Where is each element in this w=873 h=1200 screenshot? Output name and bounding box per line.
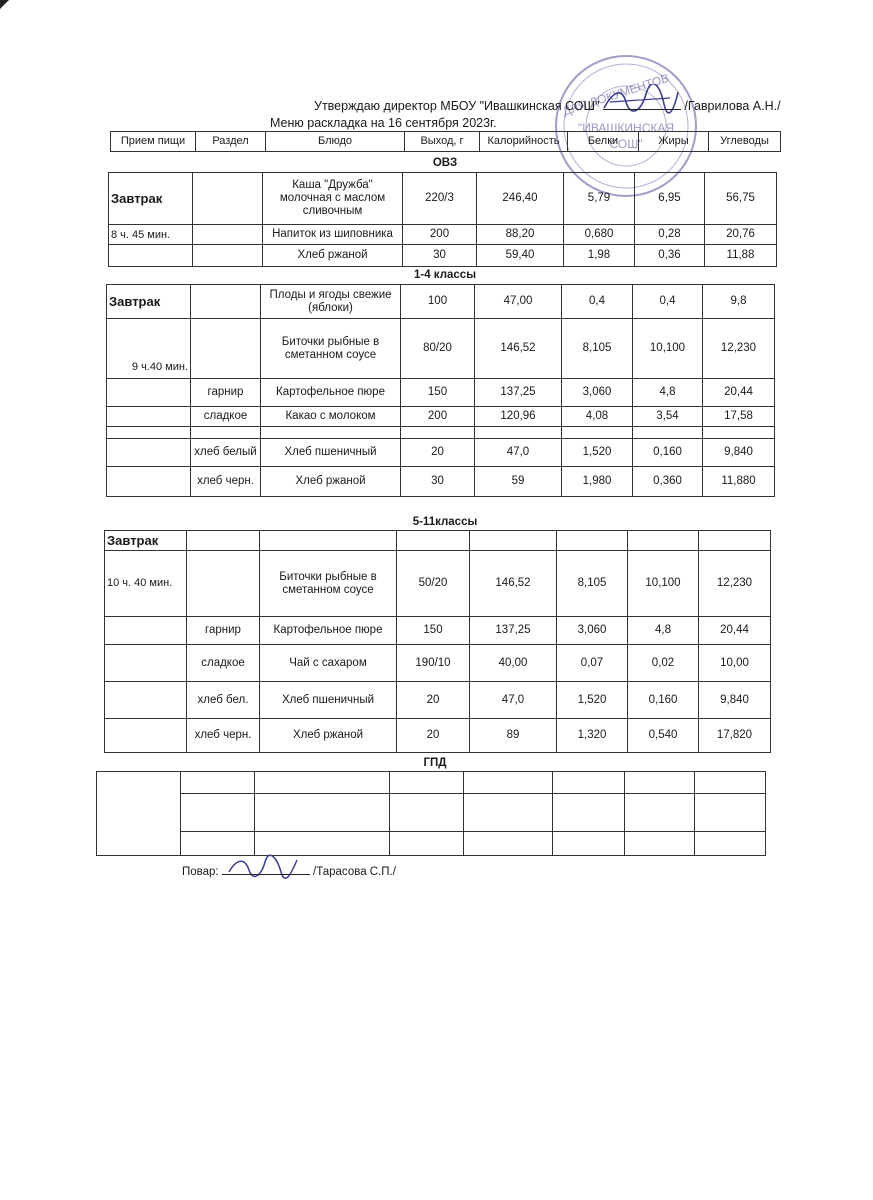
cell-section: сладкое [187,645,260,682]
cell-carbs: 9,840 [703,439,775,467]
table-row [105,719,771,753]
table-row [105,551,771,617]
cell-carbs: 11,880 [703,467,775,497]
cell-carbs: 17,58 [703,407,775,427]
cell-carbs: 20,44 [703,379,775,407]
page-title: Меню раскладка на 16 сентября 2023г. [270,116,497,130]
cell-dish: Хлеб пшеничный [261,439,401,467]
cell-dish: Биточки рыбные в сметанном соусе [261,319,401,379]
cell-section: сладкое [191,407,261,427]
table-row [109,173,777,225]
cell-kcal: 137,25 [475,379,562,407]
cell-protein: 1,520 [562,439,633,467]
cell-yield: 150 [401,379,475,407]
cell-yield: 190/10 [397,645,470,682]
cell-fat: 0,540 [628,719,699,753]
table-row [105,645,771,682]
table-row-empty [97,772,766,794]
table-row [107,467,775,497]
cell-yield: 220/3 [403,173,477,225]
cell-dish: Какао с молоком [261,407,401,427]
cell-fat: 0,28 [635,225,705,245]
cell-fat: 3,54 [633,407,703,427]
cell-protein: 1,520 [557,682,628,719]
cell-dish: Чай с сахаром [260,645,397,682]
table-row [105,617,771,645]
cell-fat: 10,100 [633,319,703,379]
cell-dish: Биточки рыбные в сметанном соусе [260,551,397,617]
cell-protein: 5,79 [564,173,635,225]
cell-section: гарнир [187,617,260,645]
cell-fat: 0,02 [628,645,699,682]
cell-carbs: 20,76 [705,225,777,245]
cell-section: хлеб черн. [191,467,261,497]
cell-carbs: 9,840 [699,682,771,719]
meal-name: Завтрак [105,531,187,551]
cook-name: /Тарасова С.П./ [313,866,396,878]
cell-fat: 4,8 [628,617,699,645]
meal-time: 8 ч. 45 мин. [109,225,193,245]
table-row-empty [97,832,766,856]
cell-fat: 0,160 [628,682,699,719]
cell-carbs: 20,44 [699,617,771,645]
cell-kcal: 120,96 [475,407,562,427]
cell-kcal: 146,52 [470,551,557,617]
cell-section: хлеб бел. [187,682,260,719]
cell-carbs: 56,75 [705,173,777,225]
cell-section [193,245,263,267]
approval-name: /Гаврилова А.Н./ [684,99,781,113]
cell-section [191,285,261,319]
meal-time: 10 ч. 40 мин. [105,551,187,617]
cell-yield: 80/20 [401,319,475,379]
cell-yield: 200 [403,225,477,245]
section-title-grades-5-11: 5-11классы [412,516,478,528]
table-grades-1-4 [106,284,775,497]
cell-empty [107,407,191,427]
cell-yield: 100 [401,285,475,319]
cell-fat: 0,36 [635,245,705,267]
scan-corner-mark [0,0,9,9]
cell-carbs: 9,8 [703,285,775,319]
cell-empty [105,617,187,645]
cell-kcal: 47,0 [475,439,562,467]
approval-line [314,98,781,113]
col-dish: Блюдо [266,132,405,152]
col-protein: Белки [568,132,639,152]
cell-protein: 0,680 [564,225,635,245]
meal-name: Завтрак [107,285,191,319]
cell-empty [105,682,187,719]
cell-section [193,225,263,245]
col-meal: Прием пищи [111,132,196,152]
table-row [105,531,771,551]
table-row [105,682,771,719]
cell-dish: Плоды и ягоды свежие (яблоки) [261,285,401,319]
cell-kcal: 246,40 [477,173,564,225]
cell-section: хлеб белый [191,439,261,467]
cell-kcal: 47,0 [470,682,557,719]
cell-protein: 8,105 [562,319,633,379]
cell-kcal: 146,52 [475,319,562,379]
cell-protein: 4,08 [562,407,633,427]
cell-yield: 30 [403,245,477,267]
section-title-ovz: ОВЗ [432,157,458,169]
cell-protein: 3,060 [557,617,628,645]
cell-dish: Каша "Дружба" молочная с маслом сливочным [263,173,403,225]
table-row [107,407,775,427]
cell-protein: 1,980 [562,467,633,497]
cell-protein: 1,98 [564,245,635,267]
cell-kcal: 89 [470,719,557,753]
cell-fat: 4,8 [633,379,703,407]
cell-dish: Напиток из шиповника [263,225,403,245]
table-gpd [96,771,766,856]
table-row [107,319,775,379]
cell-protein: 0,4 [562,285,633,319]
cell-carbs: 12,230 [703,319,775,379]
cell-dish: Хлеб ржаной [260,719,397,753]
section-title-grades-1-4: 1-4 классы [413,269,477,281]
cell-yield: 50/20 [397,551,470,617]
cell-protein: 3,060 [562,379,633,407]
cell-kcal: 59 [475,467,562,497]
cook-signature-line [222,863,310,875]
col-carbs: Углеводы [709,132,781,152]
cell-dish: Картофельное пюре [261,379,401,407]
cook-line [182,863,396,878]
cell-dish: Хлеб ржаной [263,245,403,267]
cell-yield: 150 [397,617,470,645]
cell-empty [105,645,187,682]
cell-empty [107,439,191,467]
meal-name: Завтрак [109,173,193,225]
table-ovz [108,172,777,267]
cell-yield: 20 [401,439,475,467]
approval-signature-line [603,98,681,110]
cell-section [193,173,263,225]
cell-protein: 1,320 [557,719,628,753]
stamp-line-2: "ИВАШКИНСКАЯ [577,121,675,135]
cell-dish: Картофельное пюре [260,617,397,645]
cell-kcal: 88,20 [477,225,564,245]
cell-fat: 6,95 [635,173,705,225]
cell-dish: Хлеб ржаной [261,467,401,497]
cell-empty [107,379,191,407]
cell-section [191,319,261,379]
table-row [107,285,775,319]
cell-yield: 30 [401,467,475,497]
table-grades-5-11 [104,530,771,753]
table-row [107,379,775,407]
table-row-empty [107,427,775,439]
cell-protein: 0,07 [557,645,628,682]
stamp-line-1: ДЛЯ ДОКУМЕНТОВ [560,70,671,119]
table-row [109,225,777,245]
section-title-gpd: ГПД [423,757,447,769]
cell-protein: 8,105 [557,551,628,617]
cook-label: Повар: [182,866,219,878]
table-row [109,245,777,267]
cell-kcal: 47,00 [475,285,562,319]
cell-dish: Хлеб пшеничный [260,682,397,719]
col-kcal: Калорийность [480,132,568,152]
cell-kcal: 40,00 [470,645,557,682]
cell-empty [107,467,191,497]
cell-yield: 20 [397,682,470,719]
cell-empty [105,719,187,753]
approval-text: Утверждаю директор МБОУ "Ивашкинская СОШ" [314,99,600,113]
cell-carbs: 17,820 [699,719,771,753]
cell-section: хлеб черн. [187,719,260,753]
cell-kcal: 137,25 [470,617,557,645]
cell-carbs: 12,230 [699,551,771,617]
cell-carbs: 11,88 [705,245,777,267]
cell-carbs: 10,00 [699,645,771,682]
col-section: Раздел [196,132,266,152]
cell-empty [109,245,193,267]
cell-section [187,551,260,617]
col-yield: Выход, г [405,132,480,152]
col-fat: Жиры [639,132,709,152]
cell-yield: 20 [397,719,470,753]
cell-yield: 200 [401,407,475,427]
cell-fat: 0,360 [633,467,703,497]
cell-fat: 0,160 [633,439,703,467]
meal-time: 9 ч.40 мин. [107,319,191,379]
table-row-empty [97,794,766,832]
cell-fat: 0,4 [633,285,703,319]
table-row [107,439,775,467]
cell-fat: 10,100 [628,551,699,617]
cell-kcal: 59,40 [477,245,564,267]
stamp-line-3: СОШ" [609,137,643,151]
column-header-table [110,131,781,152]
cell-section: гарнир [191,379,261,407]
